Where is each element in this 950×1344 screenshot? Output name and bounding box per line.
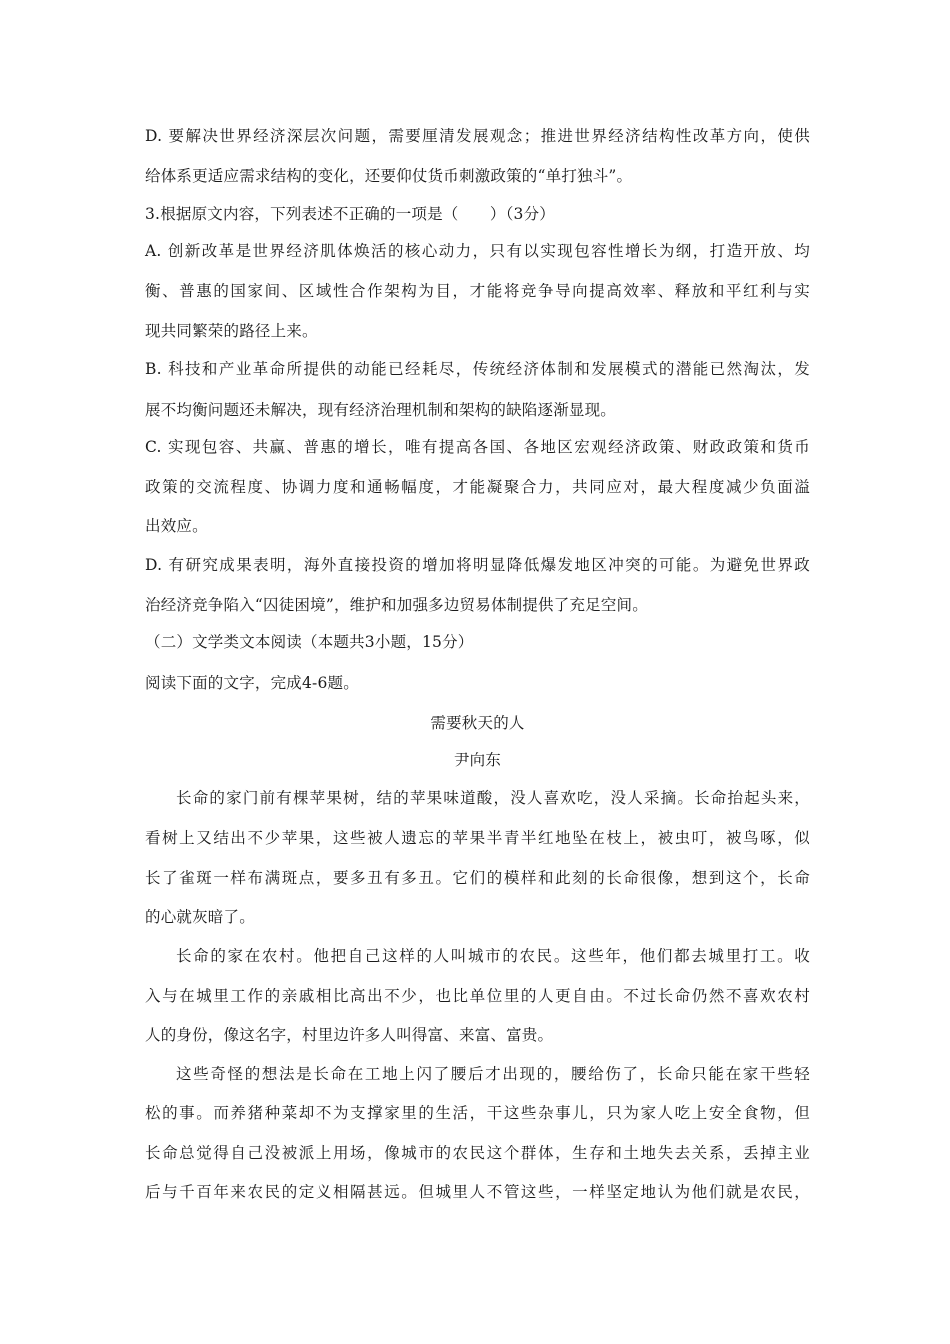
option-c-line-3: 出效应。: [145, 517, 208, 535]
paragraph-2-line-3: 人的身份，像这名字，村里边许多人叫得富、来富、富贵。: [145, 1026, 554, 1044]
story-author: 尹向东: [453, 751, 502, 769]
paragraph-1-line-2: 看树上又结出不少苹果，这些被人遗忘的苹果半青半红地坠在枝上，被虫叮，被鸟啄，似: [145, 829, 810, 847]
option-b-line-2: 展不均衡问题还未解决，现有经济治理机制和架构的缺陷逐渐显现。: [145, 401, 617, 419]
option-a-line-2: 衡、普惠的国家间、区域性合作架构为目，才能将竞争导向提高效率、释放和平红利与实: [145, 282, 810, 300]
paragraph-3-line-2: 松的事。而养猪种菜却不为支撑家里的生活，干这些杂事儿，只为家人吃上安全食物，但: [145, 1104, 810, 1122]
option-d-line-2: 给体系更适应需求结构的变化，还要仰仗货币刺激政策的“单打独斗”。: [145, 167, 633, 185]
section-heading: （二）文学类文本阅读（本题共3小题，15分）: [145, 633, 474, 651]
option-c-line-2: 政策的交流程度、协调力度和通畅幅度，才能凝聚合力，共同应对，最大程度减少负面溢: [145, 478, 810, 496]
paragraph-1-line-1: 长命的家门前有棵苹果树，结的苹果味道酸，没人喜欢吃，没人采摘。长命抬起头来，: [176, 789, 810, 807]
option-a-line-3: 现共同繁荣的路径上来。: [145, 322, 318, 340]
option-d2-line-2: 治经济竞争陷入“囚徒困境”，维护和加强多边贸易体制提供了充足空间。: [145, 596, 648, 614]
story-title: 需要秋天的人: [430, 714, 525, 732]
paragraph-3-line-3: 长命总觉得自己没被派上用场，像城市的农民这个群体，生存和土地失去关系，丢掉主业: [145, 1144, 810, 1162]
option-a-line-1: A. 创新改革是世界经济肌体焕活的核心动力，只有以实现包容性增长为纲，打造开放、均: [145, 242, 810, 260]
paragraph-3-line-4: 后与千百年来农民的定义相隔甚远。但城里人不管这些，一样坚定地认为他们就是农民，: [145, 1183, 810, 1201]
paragraph-3-line-1: 这些奇怪的想法是长命在工地上闪了腰后才出现的，腰给伤了，长命只能在家干些轻: [176, 1065, 810, 1083]
paragraph-2-line-1: 长命的家在农村。他把自己这样的人叫城市的农民。这些年，他们都去城里打工。收: [176, 947, 810, 965]
option-b-line-1: B. 科技和产业革命所提供的动能已经耗尽，传统经济体制和发展模式的潜能已然淘汰，发: [145, 360, 810, 378]
option-d-line-1: D. 要解决世界经济深层次问题，需要厘清发展观念；推进世界经济结构性改革方向，使供: [145, 127, 810, 145]
paragraph-2-line-2: 入与在城里工作的亲戚相比高出不少，也比单位里的人更自由。不过长命仍然不喜欢农村: [145, 987, 810, 1005]
paragraph-1-line-4: 的心就灰暗了。: [145, 908, 255, 926]
instruction-line: 阅读下面的文字，完成4-6题。: [145, 674, 359, 692]
paragraph-1-line-3: 长了雀斑一样布满斑点，要多丑有多丑。它们的模样和此刻的长命很像，想到这个，长命: [145, 869, 810, 887]
option-d2-line-1: D. 有研究成果表明，海外直接投资的增加将明显降低爆发地区冲突的可能。为避免世界政: [145, 556, 810, 574]
question-3-stem: 3.根据原文内容，下列表述不正确的一项是（ ）（3分）: [145, 205, 556, 223]
option-c-line-1: C. 实现包容、共赢、普惠的增长，唯有提高各国、各地区宏观经济政策、财政政策和货币: [145, 438, 810, 456]
